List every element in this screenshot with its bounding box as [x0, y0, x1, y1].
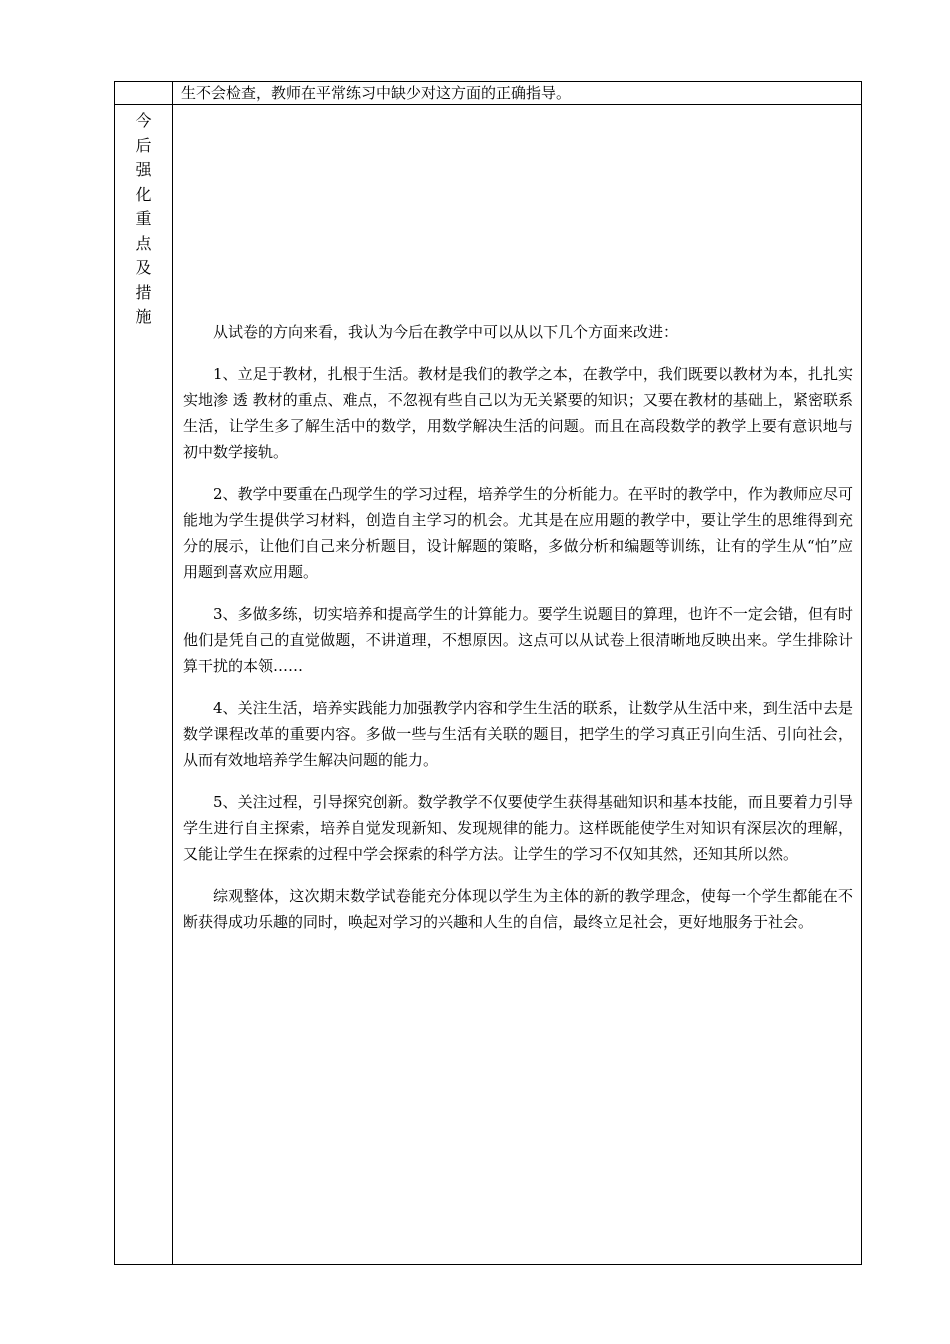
section-label-char: 后 — [135, 135, 152, 155]
section-label-char: 化 — [135, 184, 152, 204]
previous-section-cell — [173, 82, 862, 105]
table-row-previous-section — [115, 82, 862, 105]
section-label-cell — [115, 105, 173, 1265]
section-label-char: 重 — [135, 209, 152, 228]
section-label-char: 今 — [135, 111, 152, 130]
section-label-char: 强 — [135, 160, 152, 179]
measure-paragraph-3: 3、多做多练，切实培养和提高学生的计算能力。要学生说题目的算理，也许不一定会错，但有时他们是凭自己的直觉做题，不讲道理，不想原因。这点可以从试卷上很清晰地反映出来。学生排除计算干扰的本领…… — [183, 605, 853, 675]
section-label-char: 点 — [135, 233, 152, 253]
evaluation-table — [114, 81, 862, 1265]
section-label-char: 措 — [135, 282, 152, 302]
measure-paragraph-4: 4、关注生活，培养实践能力加强教学内容和学生生活的联系，让数学从生活中来，到生活中去是数学课程改革的重要内容。多做一些与生活有关联的题目，把学生的学习真正引向生活、引向社会，从而有效地培养学生解决问题的能力。 — [183, 699, 853, 769]
section-label-char: 及 — [135, 258, 152, 277]
section-label-vertical — [115, 105, 172, 330]
table-row-improvement-section — [115, 105, 862, 1265]
section-content — [173, 105, 861, 935]
measure-paragraph-2: 2、教学中要重在凸现学生的学习过程，培养学生的分析能力。在平时的教学中，作为教师应尽可能地为学生提供学习材料，创造自主学习的机会。尤其是在应用题的教学中，要让学生的思维得到充分的展示，让他们自己来分析题目，设计解题的策略，多做分析和编题等训练，让有的学生从“怕”应用题到喜欢应用题。 — [183, 485, 853, 581]
section-content-cell — [173, 105, 862, 1265]
empty-label-cell — [115, 82, 173, 105]
measure-paragraph-5: 5、关注过程，引导探究创新。数学教学不仅要使学生获得基础知识和基本技能，而且要着力引导学生进行自主探索，培养自觉发现新知、发现规律的能力。这样既能使学生对知识有深层次的理解，又能让学生在探索的过程中学会探索的科学方法。让学生的学习不仅知其然，还知其所以然。 — [183, 793, 853, 863]
section-label-char: 施 — [135, 307, 152, 326]
measure-paragraph-1: 1、立足于教材，扎根于生活。教材是我们的教学之本，在教学中，我们既要以教材为本，扎扎实实地渗 透 教材的重点、难点，不忽视有些自己以为无关紧要的知识；又要在教材的基础上，紧密联系生活，让学生多了解生活中的数学，用数学解决生活的问题。而且在高段数学的教学上要有意识地与初中数学接轨。 — [183, 365, 853, 461]
previous-section-text: 生不会检查，教师在平常练习中缺少对这方面的正确指导。 — [181, 84, 572, 102]
conclusion-paragraph: 综观整体，这次期末数学试卷能充分体现以学生为主体的新的教学理念，使每一个学生都能在不断获得成功乐趣的同时，唤起对学习的兴趣和人生的自信，最终立足社会，更好地服务于社会。 — [183, 887, 853, 931]
intro-paragraph: 从试卷的方向来看，我认为今后在教学中可以从以下几个方面来改进： — [213, 323, 679, 341]
